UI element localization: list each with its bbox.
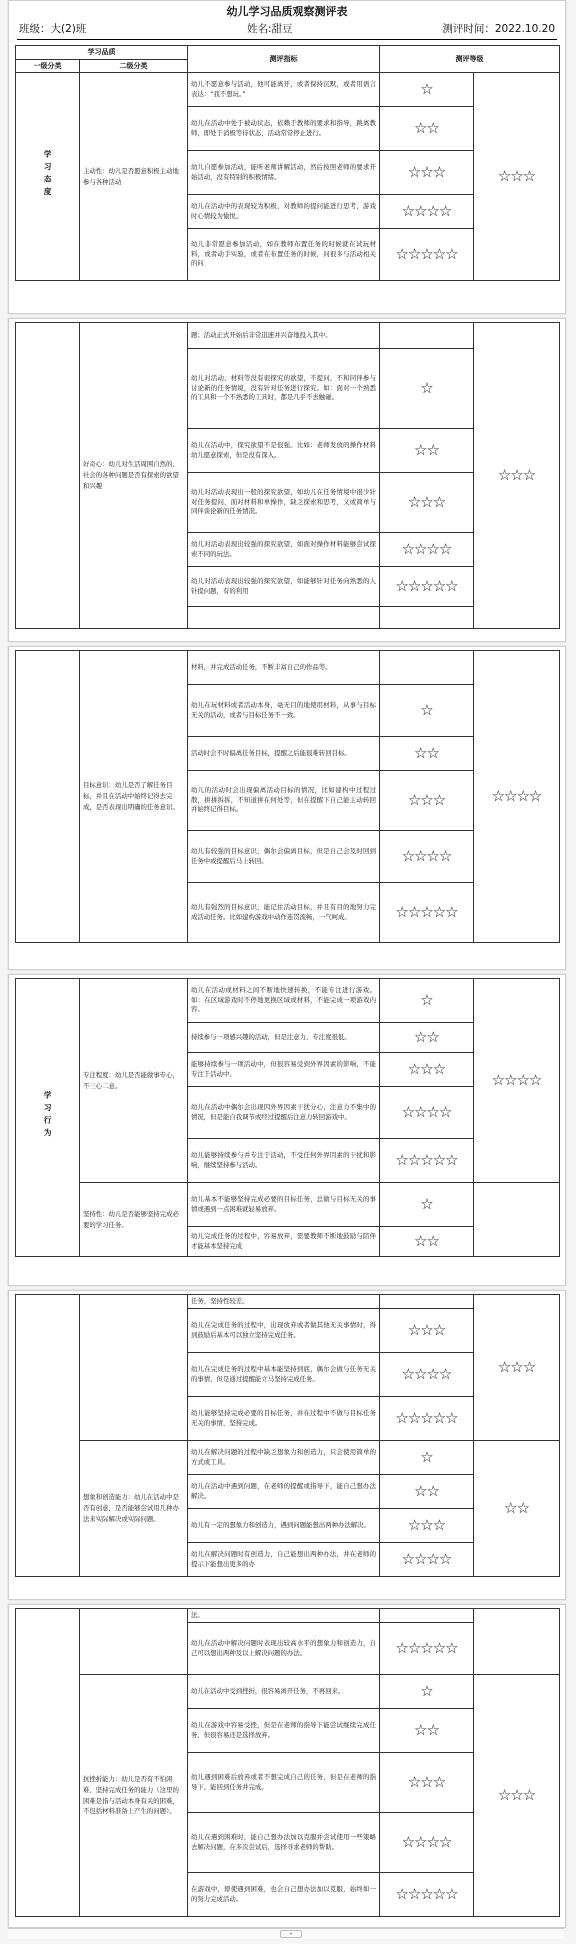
star-rating: ☆☆☆ [380,1053,474,1087]
star-rating: ☆☆ [380,429,474,473]
sub-persistence: 坚持性：幼儿是否能够坚持完成必要的学习任务。 [80,1183,188,1257]
indicator-cell [188,607,380,629]
viewer-footer [8,1928,564,1939]
header-grade: 测评等级 [380,46,560,73]
star-rating: ☆☆☆ [380,473,474,533]
grade-initiative: ☆☆☆ [474,73,560,281]
indicator-cell: 幼儿在活动中遇到问题，在老师的提醒或指导下，能自己想办法解决。 [188,1475,380,1509]
indicator-cell: 幼儿完成任务的过程中，容易放弃，需要教师不断地鼓励与陪伴才能基本坚持完成 [188,1227,380,1257]
category-spacer [16,651,80,943]
indicator-cell: 幼儿在解决问题的过程中缺乏想象力和创造力，只会使用简单的方式或工具。 [188,1441,380,1475]
star-rating: ☆☆☆ [380,151,474,195]
indicator-cell: 持续参与一项感兴趣的活动，但是注意力、专注度很低。 [188,1023,380,1053]
indicator-cell: 法。 [188,1609,380,1623]
header-learning-quality: 学习品质 [16,46,188,60]
star-rating: ☆☆ [380,1227,474,1257]
category-spacer [16,323,80,629]
star-rating: ☆☆☆☆☆ [380,1139,474,1183]
indicator-cell: 幼儿在玩材料或者活动本身，毫无目的地使用材料，从事与目标无关的活动，或者与目标任务不一致。 [188,685,380,737]
star-rating: ☆☆☆☆ [380,1543,474,1577]
assessment-table-page-3 [15,650,560,943]
star-rating: ☆☆☆ [380,1509,474,1543]
star-rating: ☆☆☆☆ [380,831,474,883]
grade-persistence-empty [474,1183,560,1257]
star-rating: ☆☆ [380,1475,474,1509]
grade-goal-awareness: ☆☆☆☆ [474,651,560,943]
star-rating: ☆ [380,979,474,1023]
indicator-cell: 幼儿在完成任务的过程中，出现放弃或者做其他无关事情时，得到鼓励后基本可以独立坚持完成任务。 [188,1309,380,1353]
sub-persistence-cont [80,1295,188,1441]
star-rating [380,651,474,685]
star-rating [380,323,474,349]
indicator-cell: 幼儿有较强的目标意识，偶尔会偏离目标，但是自己会及时回到任务中或提醒后马上转回。 [188,831,380,883]
star-rating: ☆☆ [380,737,474,771]
indicator-cell: 幼儿不愿意参与活动，他可能离开，或者保持沉默，或者用语言表达：“我不想玩。” [188,73,380,107]
sub-creativity: 想象和创造能力：幼儿在活动中是否有创意，是否能够尝试用几种办法来实际解决或实际问题。 [80,1441,188,1577]
page-5 [8,1290,566,1600]
indicator-cell: 幼儿能够坚持完成必要的目标任务，并在过程中不做与目标任务无关的事情，坚持完成。 [188,1397,380,1441]
star-rating: ☆ [380,685,474,737]
page-4 [8,974,566,1286]
grade-persistence: ☆☆☆ [474,1295,560,1441]
star-rating: ☆☆☆☆☆ [380,883,474,943]
indicator-cell: 活动时会不时偏离任务目标，提醒之后能很难转回目标。 [188,737,380,771]
indicator-cell: 幼儿对活动表现出一般的探究欲望，如幼儿在任务情境中很少针对任务提问，面对材料和单操作，缺乏探索和思考，又或简单与同伴谈论新的任务情况。 [188,473,380,533]
star-rating: ☆☆☆☆ [380,195,474,229]
star-rating: ☆ [380,1441,474,1475]
class-label: 班级：大(2)班 [19,23,87,35]
indicator-cell: 幼儿在解决问题时有创造力，自己能想出两种办法，并在老师的提示下能想出更多的办 [188,1543,380,1577]
sub-initiative: 主动性：幼儿是否愿意积极主动地参与各种活动 [80,73,188,281]
assessment-table-page-4 [15,978,560,1257]
sub-goal-awareness: 目标意识：幼儿是否了解任务目标，并且在活动中始终记得去完成，是否表现出明确的任务意识。 [80,651,188,943]
indicator-cell: 幼儿在活动中的表现较为积极，对教师的提问能进行思考，游戏时心情较为愉悦。 [188,195,380,229]
indicator-cell: 材料，并完成活动任务，不断丰富自己的作品等。 [188,651,380,685]
indicator-cell: 幼儿对活动表现出较强的探究欲望，如面对操作材料能够尝试探索不同的玩法。 [188,533,380,567]
header-level1: 一级分类 [16,59,80,73]
header-rule [17,39,557,40]
indicator-cell: 幼儿的活动时会出现偏离活动目标的情况，比如建构中过程过散，拼拼拆拆，不知道拼在何处等，但在提醒下自己能主动转回并始终记得目标。 [188,771,380,831]
indicator-cell: 幼儿在活动中偶尔会出现因外界因素干扰分心、注意力不集中的情况，但是能自我调节或经过提醒后注意力转回游戏中。 [188,1087,380,1139]
indicator-cell: 幼儿有一定的想象力和创造力，遇到问题能想出两种办法解决。 [188,1509,380,1543]
assessment-table-page-2 [15,322,560,629]
star-rating: ☆☆☆☆ [380,1353,474,1397]
indicator-cell: 幼儿遇到困难后放弃或者不想完成自己的任务，但是在老师的指导下，能回到任务并完成。 [188,1753,380,1813]
indicator-cell: 幼儿非常愿意参加活动，如在教师布置任务的时候就在试玩材料，或者动手实验，或者在布置任务的时候，问很多与活动相关的问 [188,229,380,281]
indicator-cell: 幼儿对活动表现出较强的探究欲望，如能够针对任务向熟悉的人针提问题，有的利用 [188,567,380,607]
star-rating: ☆ [380,349,474,429]
indicator-cell: 幼儿对活动、材料等没有很探究的欲望，不提问，不和同伴参与讨论新的任务情境，没有针对任务进行探究。如：面对一个熟悉的工具和一个不熟悉的工具时，都是几乎不去触碰。 [188,349,380,429]
star-rating: ☆☆ [380,1023,474,1053]
sub-creativity-cont [80,1609,188,1675]
add-page-button[interactable]: + [280,1930,302,1938]
grade-creativity-cont [474,1609,560,1675]
student-name-label: 姓名:甜豆 [247,23,293,35]
indicator-cell: 能够持续参与一项活动中，但很容易受到外界因素的影响，不能专注于活动中。 [188,1053,380,1087]
indicator-cell: 幼儿在游戏中容易受挫，但是在老师的指导下能尝试继续完成任务，但很容易还是选择放弃。 [188,1709,380,1753]
indicator-cell: 幼儿在活动中处于被动状态，依赖于教师的要求和指导，跳离教师，即处于消极等待状态，活动常常停止进行。 [188,107,380,151]
header-level2: 二级分类 [80,59,188,73]
assessment-table-page-6 [15,1608,560,1917]
star-rating: ☆☆☆☆☆ [380,567,474,607]
indicator-cell: 幼儿在活动中受到挫折，很容易离开任务，不再回来。 [188,1675,380,1709]
grade-frustration-tolerance: ☆☆☆ [474,1675,560,1917]
star-rating: ☆☆☆☆ [380,533,474,567]
sub-curiosity: 好奇心：幼儿对生活周围自然的、社会的各种问题是否有探索的欲望和兴趣 [80,323,188,629]
star-rating: ☆☆ [380,1709,474,1753]
category-spacer [16,1609,80,1917]
page-1 [8,0,566,314]
star-rating: ☆☆☆☆ [380,1087,474,1139]
star-rating: ☆☆☆ [380,771,474,831]
page-2 [8,318,566,642]
category-attitude: 学习态度 [16,73,80,281]
star-rating: ☆☆☆ [380,1753,474,1813]
header-indicator: 测评指标 [188,46,380,73]
grade-focus: ☆☆☆☆ [474,979,560,1183]
star-rating: ☆ [380,73,474,107]
star-rating: ☆ [380,1675,474,1709]
star-rating [380,1295,474,1309]
indicator-cell: 幼儿在完成任务的过程中基本能坚持到底，偶尔会做与任务无关的事情，但是通过提醒能立马坚持完成任务。 [188,1353,380,1397]
grade-creativity: ☆☆ [474,1441,560,1577]
star-rating: ☆☆☆☆☆ [380,1397,474,1441]
indicator-cell: 幼儿有强烈的目标意识，能记住活动目标，并且有目的地努力完成活动任务。比如建构游戏中动作连贯流畅，一气呵成。 [188,883,380,943]
indicator-cell: 幼儿在活动中，探究欲望不是很强。比如：老师发放的操作材料幼儿愿意探索，但是没有深入。 [188,429,380,473]
star-rating: ☆ [380,1183,474,1227]
sub-frustration-tolerance: 抗挫折能力：幼儿是否有不怕困难、坚持完成任务的能力（这里的困难是指与活动本身有关的困难，不包括材料准备上产生的问题）。 [80,1675,188,1917]
star-rating: ☆☆☆☆☆ [380,1623,474,1675]
page-3 [8,646,566,970]
category-spacer [16,1295,80,1577]
indicator-cell: 在游戏中，即使遇到困难，也会自己想办法加以克服，始终如一的努力完成活动。 [188,1873,380,1917]
indicator-cell: 任务，坚持性较差。 [188,1295,380,1309]
indicator-cell: 幼儿自愿参加活动，能听老师讲解活动，然后按照老师的要求开始活动，没有特别的积极情绪。 [188,151,380,195]
assessment-time-label: 测评时间：2022.10.20 [442,23,555,35]
indicator-cell: 幼儿能够持续参与并专注于活动，不受任何外界因素的干扰和影响，继续坚持参与活动。 [188,1139,380,1183]
star-rating: ☆☆ [380,107,474,151]
assessment-table-page-1 [15,45,560,281]
star-rating: ☆☆☆☆☆ [380,1873,474,1917]
star-rating [380,1609,474,1623]
sub-focus: 专注程度：幼儿是否能做事专心，不三心二意。 [80,979,188,1183]
assessment-table-page-5 [15,1294,560,1577]
indicator-cell: 幼儿基本不能够坚持完成必要的目标任务，总做与目标无关的事情或遇到一点困难就轻易放弃。 [188,1183,380,1227]
document-title: 幼儿学习品质观察测评表 [226,5,348,18]
star-rating: ☆☆☆☆ [380,1813,474,1873]
indicator-cell: 幼儿在遇到困难时，能自己想办法加以克服并尝试使用一些策略去解决问题，在多次尝试后，选择寻求老师的帮助。 [188,1813,380,1873]
indicator-cell: 题；活动正式开始后非常迅速并兴奋地投入其中。 [188,323,380,349]
star-rating: ☆☆☆ [380,1309,474,1353]
grade-curiosity: ☆☆☆ [474,323,560,629]
page-6 [8,1604,566,1928]
star-rating [380,607,474,629]
star-rating: ☆☆☆☆☆ [380,229,474,281]
indicator-cell: 幼儿在活动中解决问题时表现出较高水平的想象力和创造力，自己可以想出两种及以上解决问题的办法。 [188,1623,380,1675]
indicator-cell: 幼儿在活动或材料之间不断地快速转换，不能专注进行游戏。如：在区域游戏时不停地更换区域或材料，不能完成一项游戏内容。 [188,979,380,1023]
category-behavior: 学习行为 [16,979,80,1257]
